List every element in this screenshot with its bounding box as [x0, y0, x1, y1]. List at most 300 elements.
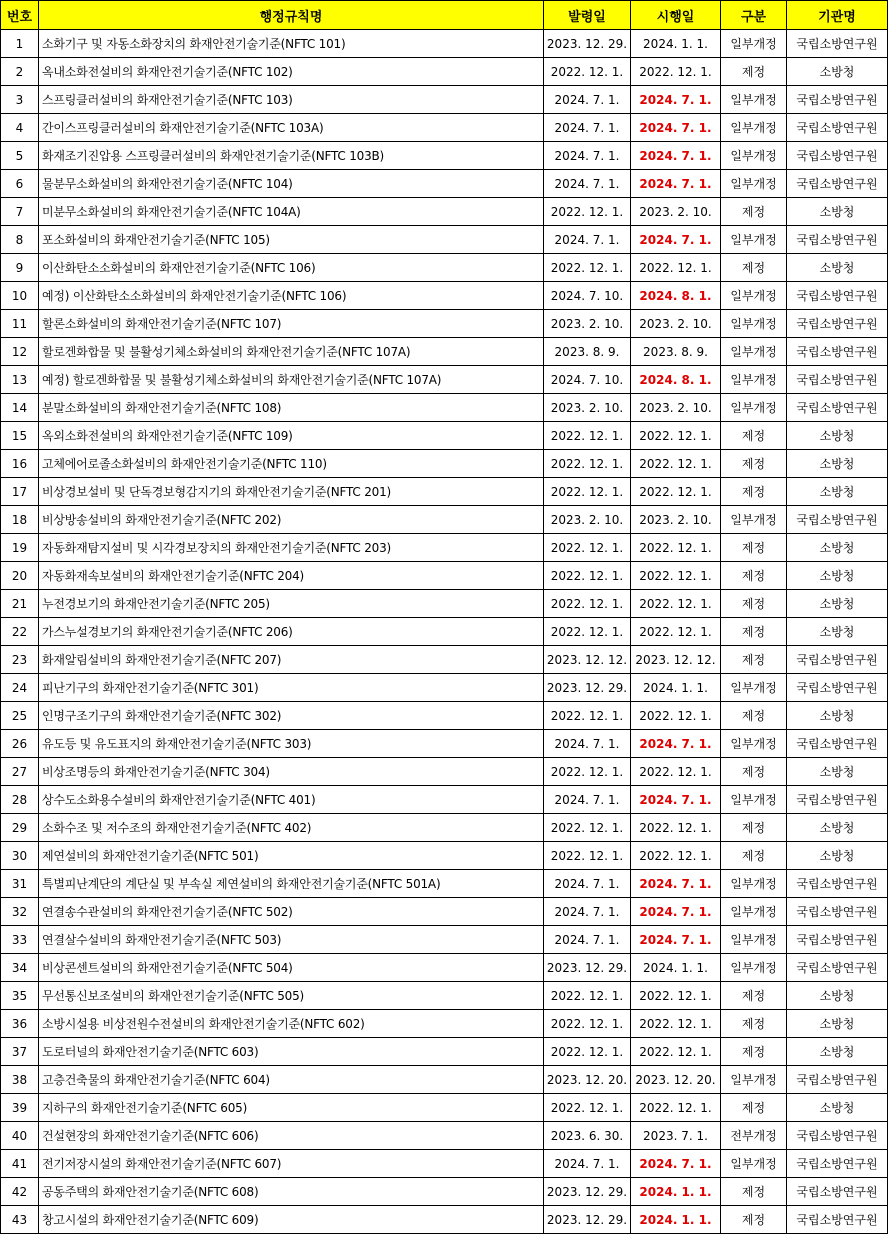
- row-number: 22: [1, 618, 39, 646]
- effective-date: 2022. 12. 1.: [631, 590, 721, 618]
- effective-date: 2022. 12. 1.: [631, 814, 721, 842]
- table-row: [1, 142, 888, 170]
- revision-type: 일부개정: [721, 310, 787, 338]
- published-date: 2022. 12. 1.: [544, 450, 631, 478]
- table-row: [1, 814, 888, 842]
- revision-type: 제정: [721, 478, 787, 506]
- agency-name: 국립소방연구원: [787, 786, 888, 814]
- table-row: [1, 394, 888, 422]
- effective-date: 2022. 12. 1.: [631, 1038, 721, 1066]
- row-number: 10: [1, 282, 39, 310]
- agency-name: 소방청: [787, 618, 888, 646]
- revision-type: 제정: [721, 450, 787, 478]
- table-row: [1, 1010, 888, 1038]
- effective-date: 2024. 7. 1.: [631, 898, 721, 926]
- table-row: [1, 450, 888, 478]
- agency-name: 국립소방연구원: [787, 114, 888, 142]
- effective-date: 2022. 12. 1.: [631, 478, 721, 506]
- published-date: 2024. 7. 1.: [544, 86, 631, 114]
- revision-type: 일부개정: [721, 114, 787, 142]
- table-row: [1, 730, 888, 758]
- published-date: 2023. 12. 29.: [544, 30, 631, 58]
- regulation-name: 할로겐화합물 및 불활성기체소화설비의 화재안전기술기준(NFTC 107A): [39, 338, 544, 366]
- regulation-name: 예정) 이산화탄소소화설비의 화재안전기술기준(NFTC 106): [39, 282, 544, 310]
- published-date: 2023. 12. 20.: [544, 1066, 631, 1094]
- table-row: [1, 590, 888, 618]
- agency-name: 국립소방연구원: [787, 1122, 888, 1150]
- revision-type: 일부개정: [721, 282, 787, 310]
- regulation-name: 화재조기진압용 스프링클러설비의 화재안전기술기준(NFTC 103B): [39, 142, 544, 170]
- published-date: 2023. 2. 10.: [544, 506, 631, 534]
- agency-name: 소방청: [787, 982, 888, 1010]
- row-number: 11: [1, 310, 39, 338]
- published-date: 2024. 7. 1.: [544, 898, 631, 926]
- table-row: [1, 562, 888, 590]
- table-row: [1, 758, 888, 786]
- header-type: 구분: [721, 1, 787, 30]
- regulation-name: 가스누설경보기의 화재안전기술기준(NFTC 206): [39, 618, 544, 646]
- regulation-name: 옥외소화전설비의 화재안전기술기준(NFTC 109): [39, 422, 544, 450]
- regulation-name: 피난기구의 화재안전기술기준(NFTC 301): [39, 674, 544, 702]
- published-date: 2022. 12. 1.: [544, 478, 631, 506]
- effective-date: 2024. 8. 1.: [631, 282, 721, 310]
- agency-name: 소방청: [787, 450, 888, 478]
- agency-name: 국립소방연구원: [787, 366, 888, 394]
- published-date: 2022. 12. 1.: [544, 842, 631, 870]
- table-row: [1, 254, 888, 282]
- revision-type: 일부개정: [721, 226, 787, 254]
- table-row: [1, 1038, 888, 1066]
- regulation-name: 비상콘센트설비의 화재안전기술기준(NFTC 504): [39, 954, 544, 982]
- agency-name: 국립소방연구원: [787, 954, 888, 982]
- published-date: 2022. 12. 1.: [544, 254, 631, 282]
- table-row: [1, 898, 888, 926]
- table-row: [1, 842, 888, 870]
- table-row: [1, 786, 888, 814]
- regulation-name: 공동주택의 화재안전기술기준(NFTC 608): [39, 1178, 544, 1206]
- published-date: 2022. 12. 1.: [544, 982, 631, 1010]
- effective-date: 2024. 7. 1.: [631, 142, 721, 170]
- effective-date: 2024. 1. 1.: [631, 1206, 721, 1234]
- regulation-name: 소화수조 및 저수조의 화재안전기술기준(NFTC 402): [39, 814, 544, 842]
- row-number: 41: [1, 1150, 39, 1178]
- published-date: 2023. 2. 10.: [544, 310, 631, 338]
- row-number: 16: [1, 450, 39, 478]
- regulation-name: 포소화설비의 화재안전기술기준(NFTC 105): [39, 226, 544, 254]
- table-row: [1, 1206, 888, 1234]
- revision-type: 일부개정: [721, 394, 787, 422]
- agency-name: 국립소방연구원: [787, 898, 888, 926]
- regulation-name: 창고시설의 화재안전기술기준(NFTC 609): [39, 1206, 544, 1234]
- regulation-name: 간이스프링클러설비의 화재안전기술기준(NFTC 103A): [39, 114, 544, 142]
- revision-type: 제정: [721, 758, 787, 786]
- table-row: [1, 198, 888, 226]
- regulation-name: 물분무소화설비의 화재안전기술기준(NFTC 104): [39, 170, 544, 198]
- regulation-name: 고체에어로졸소화설비의 화재안전기술기준(NFTC 110): [39, 450, 544, 478]
- effective-date: 2024. 1. 1.: [631, 1178, 721, 1206]
- row-number: 14: [1, 394, 39, 422]
- regulation-name: 자동화재속보설비의 화재안전기술기준(NFTC 204): [39, 562, 544, 590]
- revision-type: 제정: [721, 534, 787, 562]
- row-number: 35: [1, 982, 39, 1010]
- agency-name: 국립소방연구원: [787, 170, 888, 198]
- table-row: [1, 58, 888, 86]
- effective-date: 2024. 1. 1.: [631, 30, 721, 58]
- published-date: 2024. 7. 1.: [544, 114, 631, 142]
- revision-type: 일부개정: [721, 338, 787, 366]
- effective-date: 2024. 8. 1.: [631, 366, 721, 394]
- agency-name: 국립소방연구원: [787, 86, 888, 114]
- regulation-name: 스프링클러설비의 화재안전기술기준(NFTC 103): [39, 86, 544, 114]
- row-number: 30: [1, 842, 39, 870]
- published-date: 2023. 12. 29.: [544, 1206, 631, 1234]
- table-row: [1, 1094, 888, 1122]
- effective-date: 2024. 7. 1.: [631, 226, 721, 254]
- regulation-name: 제연설비의 화재안전기술기준(NFTC 501): [39, 842, 544, 870]
- agency-name: 국립소방연구원: [787, 506, 888, 534]
- row-number: 43: [1, 1206, 39, 1234]
- effective-date: 2023. 2. 10.: [631, 506, 721, 534]
- effective-date: 2022. 12. 1.: [631, 618, 721, 646]
- revision-type: 제정: [721, 618, 787, 646]
- revision-type: 일부개정: [721, 954, 787, 982]
- agency-name: 국립소방연구원: [787, 730, 888, 758]
- revision-type: 일부개정: [721, 870, 787, 898]
- revision-type: 일부개정: [721, 1066, 787, 1094]
- effective-date: 2022. 12. 1.: [631, 1010, 721, 1038]
- table-row: [1, 870, 888, 898]
- regulation-name: 무선통신보조설비의 화재안전기술기준(NFTC 505): [39, 982, 544, 1010]
- agency-name: 소방청: [787, 1010, 888, 1038]
- published-date: 2024. 7. 1.: [544, 1150, 631, 1178]
- regulation-name: 분말소화설비의 화재안전기술기준(NFTC 108): [39, 394, 544, 422]
- published-date: 2024. 7. 1.: [544, 226, 631, 254]
- agency-name: 국립소방연구원: [787, 30, 888, 58]
- published-date: 2024. 7. 1.: [544, 142, 631, 170]
- agency-name: 국립소방연구원: [787, 394, 888, 422]
- table-row: [1, 422, 888, 450]
- regulation-name: 미분무소화설비의 화재안전기술기준(NFTC 104A): [39, 198, 544, 226]
- agency-name: 소방청: [787, 254, 888, 282]
- effective-date: 2023. 8. 9.: [631, 338, 721, 366]
- row-number: 23: [1, 646, 39, 674]
- revision-type: 제정: [721, 254, 787, 282]
- table-row: [1, 534, 888, 562]
- revision-type: 일부개정: [721, 926, 787, 954]
- effective-date: 2022. 12. 1.: [631, 1094, 721, 1122]
- agency-name: 국립소방연구원: [787, 926, 888, 954]
- revision-type: 일부개정: [721, 506, 787, 534]
- effective-date: 2022. 12. 1.: [631, 254, 721, 282]
- effective-date: 2023. 12. 12.: [631, 646, 721, 674]
- table-row: [1, 1122, 888, 1150]
- row-number: 3: [1, 86, 39, 114]
- row-number: 28: [1, 786, 39, 814]
- regulation-name: 도로터널의 화재안전기술기준(NFTC 603): [39, 1038, 544, 1066]
- published-date: 2024. 7. 10.: [544, 366, 631, 394]
- revision-type: 일부개정: [721, 170, 787, 198]
- effective-date: 2023. 7. 1.: [631, 1122, 721, 1150]
- row-number: 27: [1, 758, 39, 786]
- table-row: [1, 478, 888, 506]
- effective-date: 2022. 12. 1.: [631, 58, 721, 86]
- effective-date: 2024. 7. 1.: [631, 730, 721, 758]
- agency-name: 소방청: [787, 58, 888, 86]
- effective-date: 2024. 7. 1.: [631, 870, 721, 898]
- published-date: 2022. 12. 1.: [544, 422, 631, 450]
- agency-name: 국립소방연구원: [787, 338, 888, 366]
- row-number: 31: [1, 870, 39, 898]
- table-row: [1, 618, 888, 646]
- row-number: 4: [1, 114, 39, 142]
- effective-date: 2022. 12. 1.: [631, 422, 721, 450]
- regulation-name: 할론소화설비의 화재안전기술기준(NFTC 107): [39, 310, 544, 338]
- regulation-name: 연결살수설비의 화재안전기술기준(NFTC 503): [39, 926, 544, 954]
- table-row: [1, 506, 888, 534]
- effective-date: 2024. 7. 1.: [631, 114, 721, 142]
- published-date: 2023. 2. 10.: [544, 394, 631, 422]
- revision-type: 일부개정: [721, 898, 787, 926]
- regulation-name: 소방시설용 비상전원수전설비의 화재안전기술기준(NFTC 602): [39, 1010, 544, 1038]
- row-number: 40: [1, 1122, 39, 1150]
- effective-date: 2023. 2. 10.: [631, 394, 721, 422]
- revision-type: 제정: [721, 702, 787, 730]
- agency-name: 국립소방연구원: [787, 1178, 888, 1206]
- effective-date: 2022. 12. 1.: [631, 758, 721, 786]
- effective-date: 2022. 12. 1.: [631, 534, 721, 562]
- agency-name: 국립소방연구원: [787, 310, 888, 338]
- revision-type: 제정: [721, 646, 787, 674]
- row-number: 39: [1, 1094, 39, 1122]
- effective-date: 2023. 12. 20.: [631, 1066, 721, 1094]
- agency-name: 소방청: [787, 478, 888, 506]
- effective-date: 2024. 7. 1.: [631, 170, 721, 198]
- agency-name: 소방청: [787, 814, 888, 842]
- revision-type: 제정: [721, 1038, 787, 1066]
- agency-name: 국립소방연구원: [787, 282, 888, 310]
- header-name: 행정규칙명: [39, 1, 544, 30]
- table-row: [1, 646, 888, 674]
- row-number: 8: [1, 226, 39, 254]
- revision-type: 일부개정: [721, 674, 787, 702]
- table-row: [1, 1150, 888, 1178]
- table-row: [1, 170, 888, 198]
- regulation-name: 옥내소화전설비의 화재안전기술기준(NFTC 102): [39, 58, 544, 86]
- revision-type: 제정: [721, 1094, 787, 1122]
- effective-date: 2022. 12. 1.: [631, 982, 721, 1010]
- agency-name: 국립소방연구원: [787, 1150, 888, 1178]
- agency-name: 소방청: [787, 1094, 888, 1122]
- revision-type: 제정: [721, 1178, 787, 1206]
- table-row: [1, 954, 888, 982]
- agency-name: 국립소방연구원: [787, 1206, 888, 1234]
- revision-type: 일부개정: [721, 86, 787, 114]
- revision-type: 제정: [721, 814, 787, 842]
- revision-type: 일부개정: [721, 1150, 787, 1178]
- agency-name: 소방청: [787, 842, 888, 870]
- published-date: 2024. 7. 1.: [544, 870, 631, 898]
- table-row: [1, 114, 888, 142]
- row-number: 24: [1, 674, 39, 702]
- row-number: 33: [1, 926, 39, 954]
- published-date: 2023. 8. 9.: [544, 338, 631, 366]
- agency-name: 국립소방연구원: [787, 1066, 888, 1094]
- row-number: 20: [1, 562, 39, 590]
- table-row: [1, 1178, 888, 1206]
- published-date: 2024. 7. 1.: [544, 786, 631, 814]
- regulation-name: 비상방송설비의 화재안전기술기준(NFTC 202): [39, 506, 544, 534]
- table-row: [1, 1066, 888, 1094]
- header-published: 발령일: [544, 1, 631, 30]
- effective-date: 2024. 1. 1.: [631, 954, 721, 982]
- revision-type: 제정: [721, 1010, 787, 1038]
- row-number: 1: [1, 30, 39, 58]
- row-number: 34: [1, 954, 39, 982]
- regulation-name: 비상경보설비 및 단독경보형감지기의 화재안전기술기준(NFTC 201): [39, 478, 544, 506]
- agency-name: 소방청: [787, 702, 888, 730]
- regulation-name: 건설현장의 화재안전기술기준(NFTC 606): [39, 1122, 544, 1150]
- regulation-name: 지하구의 화재안전기술기준(NFTC 605): [39, 1094, 544, 1122]
- agency-name: 소방청: [787, 562, 888, 590]
- table-row: [1, 674, 888, 702]
- published-date: 2023. 12. 29.: [544, 674, 631, 702]
- regulation-name: 이산화탄소소화설비의 화재안전기술기준(NFTC 106): [39, 254, 544, 282]
- effective-date: 2024. 7. 1.: [631, 786, 721, 814]
- table-row: [1, 282, 888, 310]
- row-number: 26: [1, 730, 39, 758]
- published-date: 2022. 12. 1.: [544, 562, 631, 590]
- header-org: 기관명: [787, 1, 888, 30]
- agency-name: 국립소방연구원: [787, 870, 888, 898]
- regulation-name: 화재알림설비의 화재안전기술기준(NFTC 207): [39, 646, 544, 674]
- row-number: 7: [1, 198, 39, 226]
- regulation-name: 누전경보기의 화재안전기술기준(NFTC 205): [39, 590, 544, 618]
- agency-name: 소방청: [787, 198, 888, 226]
- agency-name: 소방청: [787, 590, 888, 618]
- revision-type: 전부개정: [721, 1122, 787, 1150]
- published-date: 2022. 12. 1.: [544, 1094, 631, 1122]
- effective-date: 2023. 2. 10.: [631, 310, 721, 338]
- agency-name: 소방청: [787, 534, 888, 562]
- row-number: 38: [1, 1066, 39, 1094]
- effective-date: 2023. 2. 10.: [631, 198, 721, 226]
- revision-type: 제정: [721, 562, 787, 590]
- agency-name: 국립소방연구원: [787, 226, 888, 254]
- row-number: 2: [1, 58, 39, 86]
- agency-name: 소방청: [787, 1038, 888, 1066]
- published-date: 2024. 7. 1.: [544, 730, 631, 758]
- revision-type: 제정: [721, 1206, 787, 1234]
- row-number: 18: [1, 506, 39, 534]
- effective-date: 2024. 7. 1.: [631, 1150, 721, 1178]
- row-number: 13: [1, 366, 39, 394]
- published-date: 2024. 7. 1.: [544, 170, 631, 198]
- revision-type: 제정: [721, 198, 787, 226]
- published-date: 2022. 12. 1.: [544, 814, 631, 842]
- effective-date: 2022. 12. 1.: [631, 842, 721, 870]
- table-row: [1, 310, 888, 338]
- agency-name: 국립소방연구원: [787, 142, 888, 170]
- table-row: [1, 338, 888, 366]
- published-date: 2022. 12. 1.: [544, 1010, 631, 1038]
- published-date: 2024. 7. 10.: [544, 282, 631, 310]
- revision-type: 제정: [721, 842, 787, 870]
- agency-name: 국립소방연구원: [787, 674, 888, 702]
- row-number: 37: [1, 1038, 39, 1066]
- agency-name: 소방청: [787, 758, 888, 786]
- row-number: 17: [1, 478, 39, 506]
- regulation-name: 예정) 할로겐화합물 및 불활성기체소화설비의 화재안전기술기준(NFTC 107A): [39, 366, 544, 394]
- effective-date: 2024. 1. 1.: [631, 674, 721, 702]
- table-body: [1, 30, 888, 1234]
- regulation-name: 소화기구 및 자동소화장치의 화재안전기술기준(NFTC 101): [39, 30, 544, 58]
- revision-type: 제정: [721, 58, 787, 86]
- revision-type: 제정: [721, 590, 787, 618]
- row-number: 42: [1, 1178, 39, 1206]
- table-row: [1, 86, 888, 114]
- regulation-name: 연결송수관설비의 화재안전기술기준(NFTC 502): [39, 898, 544, 926]
- published-date: 2022. 12. 1.: [544, 534, 631, 562]
- effective-date: 2022. 12. 1.: [631, 562, 721, 590]
- regulation-name: 고층건축물의 화재안전기술기준(NFTC 604): [39, 1066, 544, 1094]
- row-number: 32: [1, 898, 39, 926]
- table-row: [1, 366, 888, 394]
- effective-date: 2022. 12. 1.: [631, 702, 721, 730]
- effective-date: 2022. 12. 1.: [631, 450, 721, 478]
- table-row: [1, 30, 888, 58]
- table-row: [1, 982, 888, 1010]
- regulation-name: 특별피난계단의 계단실 및 부속실 제연설비의 화재안전기술기준(NFTC 501A): [39, 870, 544, 898]
- published-date: 2024. 7. 1.: [544, 926, 631, 954]
- row-number: 25: [1, 702, 39, 730]
- published-date: 2022. 12. 1.: [544, 758, 631, 786]
- published-date: 2022. 12. 1.: [544, 1038, 631, 1066]
- published-date: 2022. 12. 1.: [544, 58, 631, 86]
- row-number: 36: [1, 1010, 39, 1038]
- published-date: 2022. 12. 1.: [544, 590, 631, 618]
- regulation-name: 전기저장시설의 화재안전기술기준(NFTC 607): [39, 1150, 544, 1178]
- regulation-name: 인명구조기구의 화재안전기술기준(NFTC 302): [39, 702, 544, 730]
- revision-type: 일부개정: [721, 142, 787, 170]
- header-effective: 시행일: [631, 1, 721, 30]
- row-number: 6: [1, 170, 39, 198]
- row-number: 15: [1, 422, 39, 450]
- published-date: 2022. 12. 1.: [544, 618, 631, 646]
- header-row: [1, 1, 888, 30]
- table-row: [1, 926, 888, 954]
- regulation-name: 자동화재탐지설비 및 시각경보장치의 화재안전기술기준(NFTC 203): [39, 534, 544, 562]
- published-date: 2022. 12. 1.: [544, 198, 631, 226]
- agency-name: 소방청: [787, 422, 888, 450]
- revision-type: 일부개정: [721, 786, 787, 814]
- row-number: 19: [1, 534, 39, 562]
- published-date: 2023. 12. 12.: [544, 646, 631, 674]
- row-number: 9: [1, 254, 39, 282]
- effective-date: 2024. 7. 1.: [631, 926, 721, 954]
- regulation-name: 상수도소화용수설비의 화재안전기술기준(NFTC 401): [39, 786, 544, 814]
- published-date: 2023. 6. 30.: [544, 1122, 631, 1150]
- revision-type: 일부개정: [721, 730, 787, 758]
- header-no: 번호: [1, 1, 39, 30]
- revision-type: 제정: [721, 422, 787, 450]
- published-date: 2022. 12. 1.: [544, 702, 631, 730]
- regulation-name: 유도등 및 유도표지의 화재안전기술기준(NFTC 303): [39, 730, 544, 758]
- regulation-name: 비상조명등의 화재안전기술기준(NFTC 304): [39, 758, 544, 786]
- effective-date: 2024. 7. 1.: [631, 86, 721, 114]
- row-number: 29: [1, 814, 39, 842]
- table-row: [1, 702, 888, 730]
- published-date: 2023. 12. 29.: [544, 1178, 631, 1206]
